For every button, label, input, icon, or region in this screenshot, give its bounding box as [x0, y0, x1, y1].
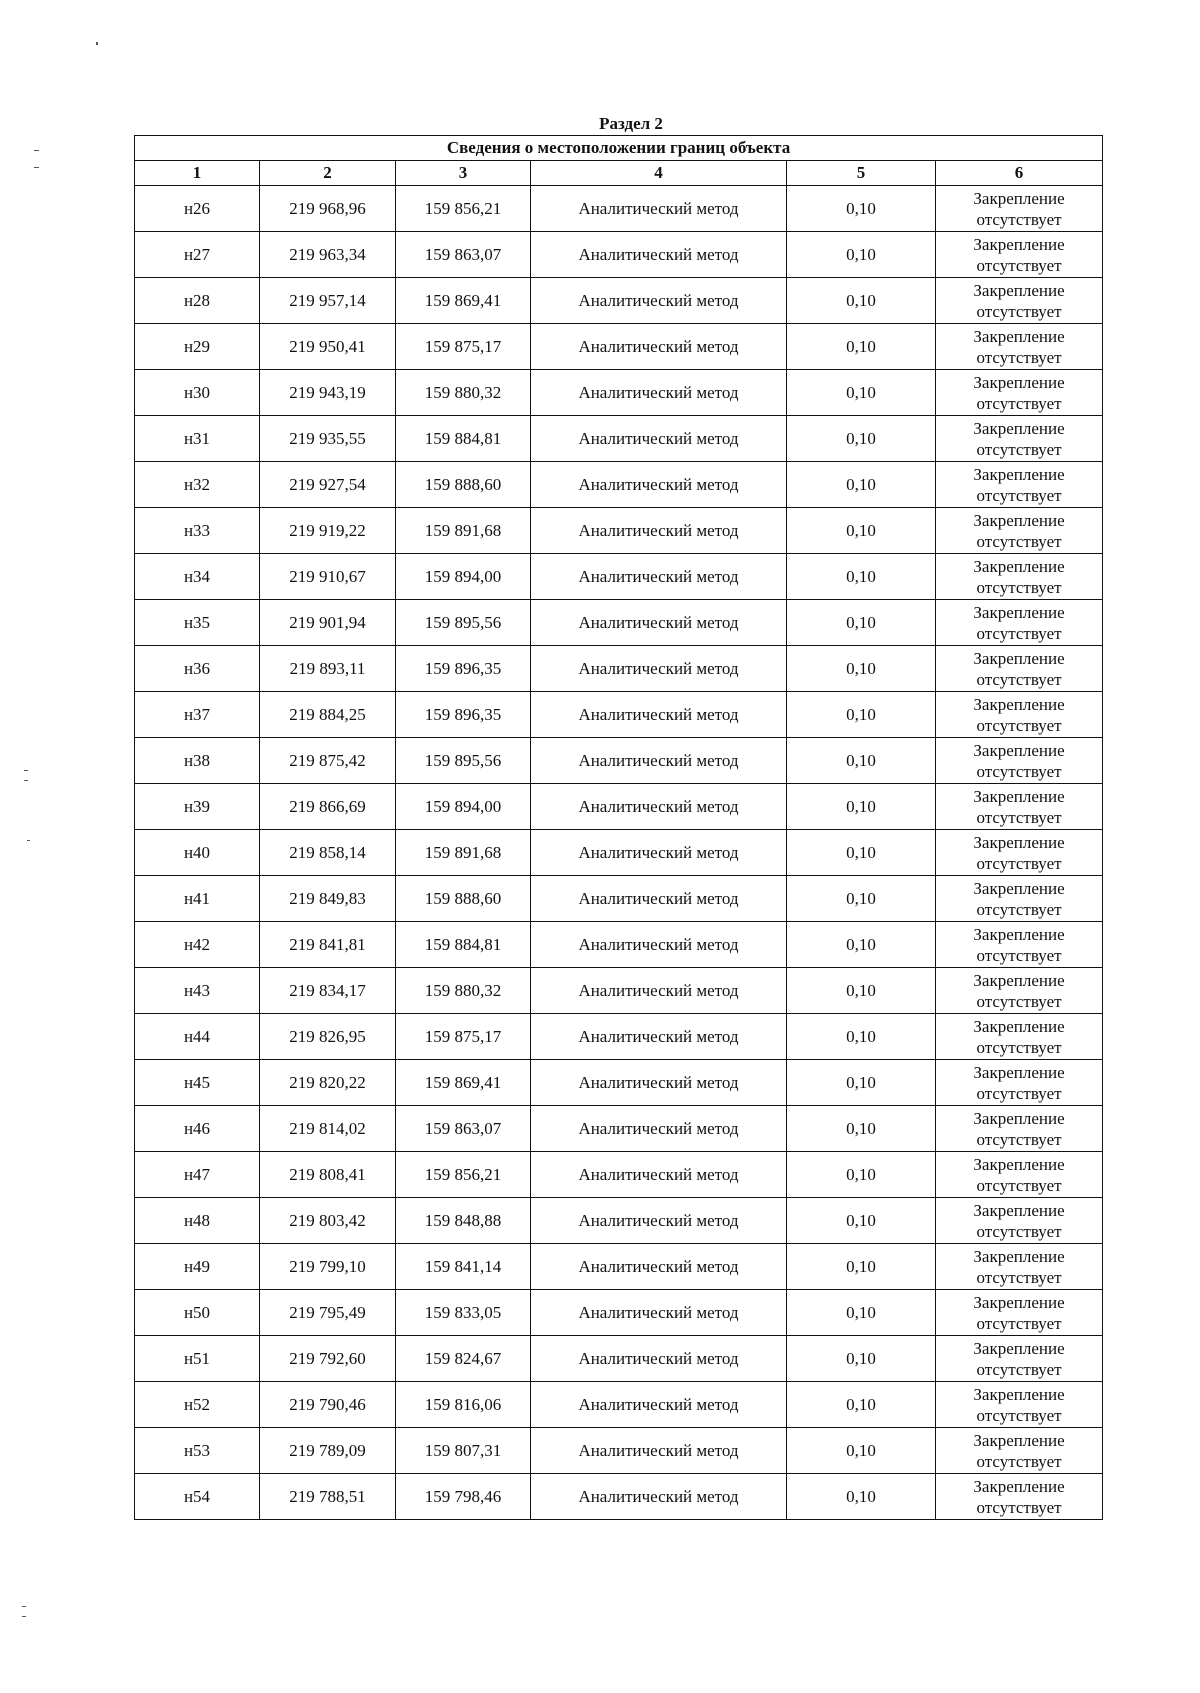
point-name-cell: н53 — [135, 1428, 260, 1474]
table-body — [135, 186, 1103, 1520]
point-name-cell: н49 — [135, 1244, 260, 1290]
fixation-line-1: Закрепление — [973, 188, 1065, 208]
x-coordinate-cell: 219 799,10 — [260, 1244, 396, 1290]
fixation-line-1: Закрепление — [973, 786, 1065, 806]
y-coordinate-cell: 159 880,32 — [396, 370, 531, 416]
method-cell: Аналитический метод — [531, 692, 787, 738]
fixation-line-2: отсутствует — [976, 577, 1062, 597]
method-cell: Аналитический метод — [531, 1014, 787, 1060]
method-cell: Аналитический метод — [531, 876, 787, 922]
column-number: 6 — [936, 161, 1103, 186]
fixation-cell — [936, 324, 1103, 370]
boundary-coordinates-table — [134, 135, 1103, 1520]
fixation-line-2: отсутствует — [976, 991, 1062, 1011]
fixation-cell — [936, 232, 1103, 278]
x-coordinate-cell: 219 884,25 — [260, 692, 396, 738]
accuracy-cell: 0,10 — [787, 1474, 936, 1520]
fixation-line-1: Закрепление — [973, 1384, 1065, 1404]
fixation-cell — [936, 876, 1103, 922]
fixation-line-2: отсутствует — [976, 347, 1062, 367]
fixation-cell — [936, 1428, 1103, 1474]
accuracy-cell: 0,10 — [787, 1428, 936, 1474]
x-coordinate-cell: 219 968,96 — [260, 186, 396, 232]
fixation-cell — [936, 1474, 1103, 1520]
fixation-line-2: отсутствует — [976, 1497, 1062, 1517]
fixation-cell — [936, 922, 1103, 968]
fixation-cell — [936, 1336, 1103, 1382]
method-cell: Аналитический метод — [531, 1428, 787, 1474]
method-cell: Аналитический метод — [531, 324, 787, 370]
table-row — [135, 600, 1103, 646]
x-coordinate-cell: 219 919,22 — [260, 508, 396, 554]
fixation-line-2: отсутствует — [976, 1451, 1062, 1471]
accuracy-cell: 0,10 — [787, 416, 936, 462]
table-row — [135, 922, 1103, 968]
y-coordinate-cell: 159 875,17 — [396, 324, 531, 370]
y-coordinate-cell: 159 880,32 — [396, 968, 531, 1014]
column-number: 4 — [531, 161, 787, 186]
fixation-line-2: отсутствует — [976, 301, 1062, 321]
scan-mark — [22, 1606, 26, 1607]
accuracy-cell: 0,10 — [787, 1106, 936, 1152]
y-coordinate-cell: 159 895,56 — [396, 738, 531, 784]
x-coordinate-cell: 219 788,51 — [260, 1474, 396, 1520]
fixation-cell — [936, 600, 1103, 646]
fixation-line-1: Закрепление — [973, 924, 1065, 944]
point-name-cell: н43 — [135, 968, 260, 1014]
fixation-cell — [936, 416, 1103, 462]
point-name-cell: н51 — [135, 1336, 260, 1382]
point-name-cell: н48 — [135, 1198, 260, 1244]
accuracy-cell: 0,10 — [787, 1152, 936, 1198]
fixation-line-1: Закрепление — [973, 832, 1065, 852]
fixation-cell — [936, 1152, 1103, 1198]
column-number: 5 — [787, 161, 936, 186]
fixation-line-1: Закрепление — [973, 1246, 1065, 1266]
fixation-line-2: отсутствует — [976, 761, 1062, 781]
point-name-cell: н35 — [135, 600, 260, 646]
table-row — [135, 508, 1103, 554]
fixation-line-1: Закрепление — [973, 1430, 1065, 1450]
column-number: 2 — [260, 161, 396, 186]
fixation-line-1: Закрепление — [973, 740, 1065, 760]
table-row — [135, 738, 1103, 784]
accuracy-cell: 0,10 — [787, 232, 936, 278]
accuracy-cell: 0,10 — [787, 692, 936, 738]
table-row — [135, 554, 1103, 600]
method-cell: Аналитический метод — [531, 370, 787, 416]
y-coordinate-cell: 159 841,14 — [396, 1244, 531, 1290]
fixation-line-1: Закрепление — [973, 372, 1065, 392]
x-coordinate-cell: 219 826,95 — [260, 1014, 396, 1060]
x-coordinate-cell: 219 808,41 — [260, 1152, 396, 1198]
y-coordinate-cell: 159 896,35 — [396, 692, 531, 738]
x-coordinate-cell: 219 963,34 — [260, 232, 396, 278]
table-row — [135, 1244, 1103, 1290]
y-coordinate-cell: 159 863,07 — [396, 1106, 531, 1152]
x-coordinate-cell: 219 795,49 — [260, 1290, 396, 1336]
point-name-cell: н36 — [135, 646, 260, 692]
point-name-cell: н30 — [135, 370, 260, 416]
y-coordinate-cell: 159 798,46 — [396, 1474, 531, 1520]
fixation-cell — [936, 186, 1103, 232]
table-row — [135, 692, 1103, 738]
fixation-cell — [936, 1106, 1103, 1152]
fixation-line-1: Закрепление — [973, 1476, 1065, 1496]
fixation-cell — [936, 1382, 1103, 1428]
table-caption-row — [135, 136, 1103, 161]
x-coordinate-cell: 219 820,22 — [260, 1060, 396, 1106]
fixation-line-1: Закрепление — [973, 418, 1065, 438]
point-name-cell: н46 — [135, 1106, 260, 1152]
column-number-row — [135, 161, 1103, 186]
point-name-cell: н47 — [135, 1152, 260, 1198]
fixation-line-2: отсутствует — [976, 669, 1062, 689]
fixation-cell — [936, 1244, 1103, 1290]
y-coordinate-cell: 159 863,07 — [396, 232, 531, 278]
table-row — [135, 1474, 1103, 1520]
column-number: 3 — [396, 161, 531, 186]
x-coordinate-cell: 219 950,41 — [260, 324, 396, 370]
fixation-cell — [936, 1060, 1103, 1106]
accuracy-cell: 0,10 — [787, 370, 936, 416]
accuracy-cell: 0,10 — [787, 876, 936, 922]
fixation-line-2: отсутствует — [976, 853, 1062, 873]
method-cell: Аналитический метод — [531, 922, 787, 968]
x-coordinate-cell: 219 901,94 — [260, 600, 396, 646]
fixation-line-2: отсутствует — [976, 1405, 1062, 1425]
method-cell: Аналитический метод — [531, 968, 787, 1014]
fixation-line-1: Закрепление — [973, 1016, 1065, 1036]
fixation-line-2: отсутствует — [976, 1037, 1062, 1057]
fixation-cell — [936, 508, 1103, 554]
method-cell: Аналитический метод — [531, 1060, 787, 1106]
method-cell: Аналитический метод — [531, 600, 787, 646]
method-cell: Аналитический метод — [531, 1106, 787, 1152]
accuracy-cell: 0,10 — [787, 508, 936, 554]
table-row — [135, 370, 1103, 416]
fixation-line-1: Закрепление — [973, 1108, 1065, 1128]
method-cell: Аналитический метод — [531, 1244, 787, 1290]
accuracy-cell: 0,10 — [787, 462, 936, 508]
y-coordinate-cell: 159 894,00 — [396, 784, 531, 830]
scan-mark — [27, 840, 30, 841]
fixation-line-2: отсутствует — [976, 531, 1062, 551]
fixation-line-1: Закрепление — [973, 970, 1065, 990]
method-cell: Аналитический метод — [531, 278, 787, 324]
table-row — [135, 1336, 1103, 1382]
method-cell: Аналитический метод — [531, 1152, 787, 1198]
fixation-line-2: отсутствует — [976, 1083, 1062, 1103]
y-coordinate-cell: 159 856,21 — [396, 186, 531, 232]
accuracy-cell: 0,10 — [787, 1060, 936, 1106]
fixation-line-1: Закрепление — [973, 1200, 1065, 1220]
accuracy-cell: 0,10 — [787, 784, 936, 830]
scan-mark — [34, 167, 39, 168]
fixation-line-2: отсутствует — [976, 393, 1062, 413]
x-coordinate-cell: 219 814,02 — [260, 1106, 396, 1152]
y-coordinate-cell: 159 856,21 — [396, 1152, 531, 1198]
y-coordinate-cell: 159 807,31 — [396, 1428, 531, 1474]
method-cell: Аналитический метод — [531, 186, 787, 232]
fixation-line-1: Закрепление — [973, 602, 1065, 622]
method-cell: Аналитический метод — [531, 1336, 787, 1382]
point-name-cell: н45 — [135, 1060, 260, 1106]
fixation-cell — [936, 278, 1103, 324]
point-name-cell: н37 — [135, 692, 260, 738]
x-coordinate-cell: 219 789,09 — [260, 1428, 396, 1474]
method-cell: Аналитический метод — [531, 508, 787, 554]
fixation-line-1: Закрепление — [973, 694, 1065, 714]
fixation-cell — [936, 692, 1103, 738]
fixation-cell — [936, 784, 1103, 830]
fixation-line-2: отсутствует — [976, 899, 1062, 919]
fixation-cell — [936, 738, 1103, 784]
fixation-line-2: отсутствует — [976, 1129, 1062, 1149]
table-row — [135, 1014, 1103, 1060]
fixation-cell — [936, 646, 1103, 692]
scan-mark — [24, 780, 28, 781]
fixation-line-1: Закрепление — [973, 878, 1065, 898]
point-name-cell: н33 — [135, 508, 260, 554]
point-name-cell: н27 — [135, 232, 260, 278]
scan-mark — [96, 42, 98, 45]
table-row — [135, 186, 1103, 232]
fixation-line-1: Закрепление — [973, 648, 1065, 668]
point-name-cell: н54 — [135, 1474, 260, 1520]
method-cell: Аналитический метод — [531, 830, 787, 876]
point-name-cell: н28 — [135, 278, 260, 324]
point-name-cell: н52 — [135, 1382, 260, 1428]
x-coordinate-cell: 219 935,55 — [260, 416, 396, 462]
accuracy-cell: 0,10 — [787, 1382, 936, 1428]
y-coordinate-cell: 159 891,68 — [396, 830, 531, 876]
table-row — [135, 324, 1103, 370]
fixation-line-2: отсутствует — [976, 1221, 1062, 1241]
x-coordinate-cell: 219 834,17 — [260, 968, 396, 1014]
fixation-cell — [936, 1014, 1103, 1060]
table-row — [135, 1198, 1103, 1244]
method-cell: Аналитический метод — [531, 554, 787, 600]
x-coordinate-cell: 219 849,83 — [260, 876, 396, 922]
point-name-cell: н38 — [135, 738, 260, 784]
point-name-cell: н32 — [135, 462, 260, 508]
fixation-line-2: отсутствует — [976, 1175, 1062, 1195]
method-cell: Аналитический метод — [531, 1198, 787, 1244]
y-coordinate-cell: 159 894,00 — [396, 554, 531, 600]
fixation-line-2: отсутствует — [976, 1267, 1062, 1287]
fixation-line-2: отсутствует — [976, 255, 1062, 275]
accuracy-cell: 0,10 — [787, 1336, 936, 1382]
table-caption: Сведения о местоположении границ объекта — [135, 136, 1103, 161]
y-coordinate-cell: 159 869,41 — [396, 1060, 531, 1106]
table-row — [135, 232, 1103, 278]
point-name-cell: н40 — [135, 830, 260, 876]
fixation-line-2: отсутствует — [976, 715, 1062, 735]
accuracy-cell: 0,10 — [787, 646, 936, 692]
x-coordinate-cell: 219 875,42 — [260, 738, 396, 784]
x-coordinate-cell: 219 841,81 — [260, 922, 396, 968]
table-row — [135, 1382, 1103, 1428]
point-name-cell: н26 — [135, 186, 260, 232]
fixation-line-2: отсутствует — [976, 485, 1062, 505]
point-name-cell: н50 — [135, 1290, 260, 1336]
method-cell: Аналитический метод — [531, 416, 787, 462]
fixation-line-1: Закрепление — [973, 1062, 1065, 1082]
method-cell: Аналитический метод — [531, 1382, 787, 1428]
point-name-cell: н29 — [135, 324, 260, 370]
x-coordinate-cell: 219 927,54 — [260, 462, 396, 508]
fixation-line-1: Закрепление — [973, 556, 1065, 576]
x-coordinate-cell: 219 943,19 — [260, 370, 396, 416]
y-coordinate-cell: 159 888,60 — [396, 462, 531, 508]
fixation-line-1: Закрепление — [973, 234, 1065, 254]
fixation-cell — [936, 370, 1103, 416]
scan-mark — [24, 770, 28, 771]
x-coordinate-cell: 219 957,14 — [260, 278, 396, 324]
x-coordinate-cell: 219 866,69 — [260, 784, 396, 830]
accuracy-cell: 0,10 — [787, 600, 936, 646]
y-coordinate-cell: 159 884,81 — [396, 416, 531, 462]
method-cell: Аналитический метод — [531, 784, 787, 830]
accuracy-cell: 0,10 — [787, 1290, 936, 1336]
method-cell: Аналитический метод — [531, 462, 787, 508]
y-coordinate-cell: 159 888,60 — [396, 876, 531, 922]
fixation-line-1: Закрепление — [973, 1292, 1065, 1312]
fixation-line-1: Закрепление — [973, 1338, 1065, 1358]
point-name-cell: н42 — [135, 922, 260, 968]
accuracy-cell: 0,10 — [787, 1244, 936, 1290]
accuracy-cell: 0,10 — [787, 738, 936, 784]
scan-mark — [22, 1616, 26, 1617]
y-coordinate-cell: 159 816,06 — [396, 1382, 531, 1428]
table-row — [135, 784, 1103, 830]
fixation-line-1: Закрепление — [973, 510, 1065, 530]
accuracy-cell: 0,10 — [787, 324, 936, 370]
fixation-cell — [936, 968, 1103, 1014]
x-coordinate-cell: 219 910,67 — [260, 554, 396, 600]
y-coordinate-cell: 159 891,68 — [396, 508, 531, 554]
y-coordinate-cell: 159 848,88 — [396, 1198, 531, 1244]
table-row — [135, 1060, 1103, 1106]
accuracy-cell: 0,10 — [787, 1198, 936, 1244]
y-coordinate-cell: 159 895,56 — [396, 600, 531, 646]
fixation-line-2: отсутствует — [976, 439, 1062, 459]
table-row — [135, 876, 1103, 922]
accuracy-cell: 0,10 — [787, 968, 936, 1014]
fixation-line-2: отсутствует — [976, 945, 1062, 965]
point-name-cell: н34 — [135, 554, 260, 600]
accuracy-cell: 0,10 — [787, 830, 936, 876]
table-row — [135, 968, 1103, 1014]
fixation-line-2: отсутствует — [976, 807, 1062, 827]
scan-mark — [34, 150, 39, 151]
x-coordinate-cell: 219 803,42 — [260, 1198, 396, 1244]
accuracy-cell: 0,10 — [787, 554, 936, 600]
fixation-cell — [936, 830, 1103, 876]
column-number: 1 — [135, 161, 260, 186]
fixation-line-1: Закрепление — [973, 464, 1065, 484]
x-coordinate-cell: 219 858,14 — [260, 830, 396, 876]
fixation-line-1: Закрепление — [973, 1154, 1065, 1174]
fixation-line-1: Закрепление — [973, 326, 1065, 346]
fixation-cell — [936, 1290, 1103, 1336]
method-cell: Аналитический метод — [531, 646, 787, 692]
table-row — [135, 1290, 1103, 1336]
y-coordinate-cell: 159 869,41 — [396, 278, 531, 324]
fixation-cell — [936, 554, 1103, 600]
x-coordinate-cell: 219 893,11 — [260, 646, 396, 692]
table-row — [135, 462, 1103, 508]
section-title: Раздел 2 — [599, 114, 663, 133]
fixation-line-1: Закрепление — [973, 280, 1065, 300]
y-coordinate-cell: 159 875,17 — [396, 1014, 531, 1060]
method-cell: Аналитический метод — [531, 232, 787, 278]
accuracy-cell: 0,10 — [787, 186, 936, 232]
method-cell: Аналитический метод — [531, 1290, 787, 1336]
point-name-cell: н41 — [135, 876, 260, 922]
x-coordinate-cell: 219 790,46 — [260, 1382, 396, 1428]
y-coordinate-cell: 159 896,35 — [396, 646, 531, 692]
table-row — [135, 416, 1103, 462]
table-row — [135, 830, 1103, 876]
y-coordinate-cell: 159 884,81 — [396, 922, 531, 968]
method-cell: Аналитический метод — [531, 738, 787, 784]
accuracy-cell: 0,10 — [787, 1014, 936, 1060]
method-cell: Аналитический метод — [531, 1474, 787, 1520]
fixation-line-2: отсутствует — [976, 1359, 1062, 1379]
fixation-line-2: отсутствует — [976, 623, 1062, 643]
fixation-line-2: отсутствует — [976, 209, 1062, 229]
table-row — [135, 278, 1103, 324]
x-coordinate-cell: 219 792,60 — [260, 1336, 396, 1382]
y-coordinate-cell: 159 824,67 — [396, 1336, 531, 1382]
point-name-cell: н39 — [135, 784, 260, 830]
y-coordinate-cell: 159 833,05 — [396, 1290, 531, 1336]
table-row — [135, 646, 1103, 692]
accuracy-cell: 0,10 — [787, 278, 936, 324]
fixation-cell — [936, 462, 1103, 508]
fixation-line-2: отсутствует — [976, 1313, 1062, 1333]
point-name-cell: н31 — [135, 416, 260, 462]
table-row — [135, 1152, 1103, 1198]
accuracy-cell: 0,10 — [787, 922, 936, 968]
point-name-cell: н44 — [135, 1014, 260, 1060]
table-row — [135, 1106, 1103, 1152]
fixation-cell — [936, 1198, 1103, 1244]
table-row — [135, 1428, 1103, 1474]
